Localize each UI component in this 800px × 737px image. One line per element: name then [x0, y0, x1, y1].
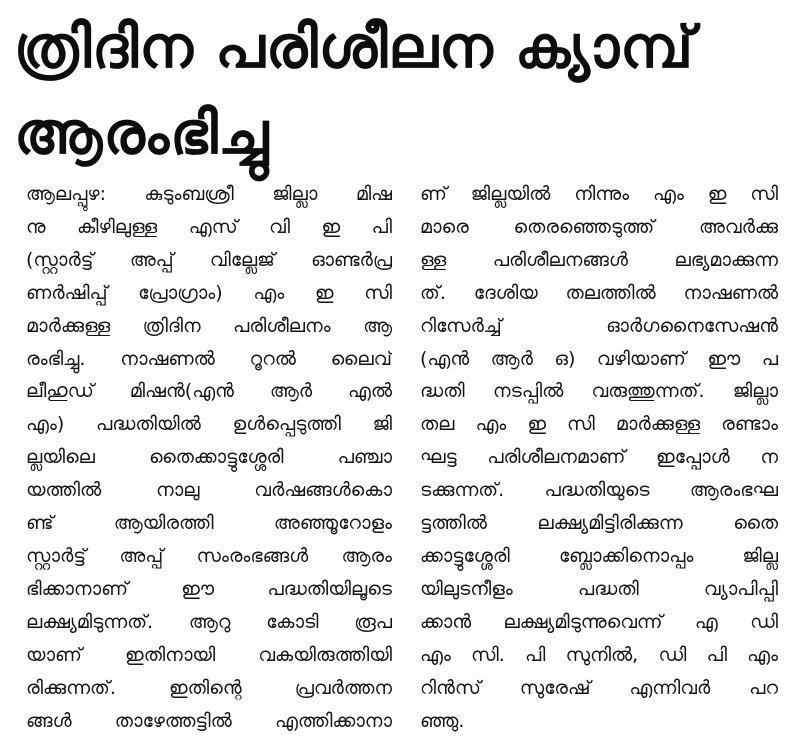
headline-line-2: ആരംഭിച്ചു: [14, 90, 794, 176]
text-line: ണ്ട് ആയിരത്തി അഞ്ഞൂറോളം: [26, 507, 392, 540]
text-line: ഘട്ട പരിശീലനമാണ് ഇപ്പോൾ ന: [420, 441, 778, 474]
text-line: നു കീഴിലുള്ള എസ് വി ഇ പി: [26, 211, 392, 244]
text-line: സ്റ്റാർട്ട് അപ്പ് സംരംഭങ്ങൾ ആരം: [26, 540, 392, 573]
text-line: റിൻസ് സുരേഷ് എന്നിവർ പറ: [420, 672, 778, 705]
text-line: റിസേർച്ച് ഓർഗനൈസേഷൻ: [420, 310, 778, 343]
text-line: രിക്കുന്നത്. ഇതിന്റെ പ്രവർത്തന: [26, 672, 392, 705]
text-line: ഭിക്കാനാണ് ഈ പദ്ധതിയിലൂടെ: [26, 573, 392, 606]
text-line: ലക്ഷ്യമിടുന്നത്. ആറു കോടി രൂപ: [26, 606, 392, 639]
text-line: ങ്ങൾ താഴേത്തട്ടിൽ എത്തിക്കാനാ: [26, 705, 392, 737]
text-line: ടക്കുന്നത്. പദ്ധതിയുടെ ആരംഭഘ: [420, 474, 778, 507]
text-line: ണ് ജില്ലയിൽ നിന്നും എം ഇ സി: [420, 178, 778, 211]
text-line: എം സി. പി സുനിൽ, ഡി പി എം: [420, 639, 778, 672]
text-line: ള്ള പരിശീലനങ്ങൾ ലഭ്യമാക്കുന്ന: [420, 244, 778, 277]
text-line: ക്കാട്ടുശ്ശേരി ബ്ലോക്കിനൊപ്പം ജില്ല: [420, 540, 778, 573]
text-line: രംഭിച്ചു. നാഷണൽ റൂറൽ ലൈവ്: [26, 343, 392, 376]
text-line: യിലുടനീളം പദ്ധതി വ്യാപിപ്പി: [420, 573, 778, 606]
text-line: മാർക്കുള്ള ത്രിദിന പരിശീലനം ആ: [26, 310, 392, 343]
text-line: ണർഷിപ്പ് പ്രോഗ്രാം) എം ഇ സി: [26, 277, 392, 310]
text-line: ക്കാൻ ലക്ഷ്യമിടുന്നുവെന്ന് എ ഡി: [420, 606, 778, 639]
text-line: (സ്റ്റാർട്ട് അപ്പ് വില്ലേജ് ഓണ്ടർപ്ര: [26, 244, 392, 277]
article-column-left: [26, 178, 392, 737]
text-line: തല എം ഇ സി മാർക്കുള്ള രണ്ടാം: [420, 408, 778, 441]
text-line: (എൻ ആർ ഒ) വഴിയാണ് ഈ പ: [420, 343, 778, 376]
text-line: ഞ്ഞു.: [420, 705, 778, 737]
text-line: യാണ് ഇതിനായി വകയിരുത്തിയി: [26, 639, 392, 672]
text-line: എം) പദ്ധതിയിൽ ഉൾപ്പെടുത്തി ജി: [26, 408, 392, 441]
text-line: മാരെ തെരഞ്ഞെടുത്ത് അവർക്കു: [420, 211, 778, 244]
text-line: യത്തിൽ നാലു വർഷങ്ങൾകൊ: [26, 474, 392, 507]
text-line: ല്ലയിലെ തൈക്കാട്ടുശ്ശേരി പഞ്ചാ: [26, 441, 392, 474]
text-line: ലീഹുഡ് മിഷൻ(എൻ ആർ എൽ: [26, 375, 392, 408]
text-line: ദ്ധതി നടപ്പിൽ വരുത്തുന്നത്. ജില്ലാ: [420, 375, 778, 408]
headline-line-1: ത്രിദിന പരിശീലന ക്യാമ്പ്: [14, 4, 794, 90]
article-column-right: [420, 178, 778, 737]
text-line: ത്. ദേശിയ തലത്തിൽ നാഷണൽ: [420, 277, 778, 310]
text-line: ആലപ്പുഴ: കുടുംബശ്രീ ജില്ലാ മിഷ: [26, 178, 392, 211]
headline: [14, 4, 794, 176]
text-line: ട്ടത്തിൽ ലക്ഷ്യമിട്ടിരിക്കുന്ന തൈ: [420, 507, 778, 540]
